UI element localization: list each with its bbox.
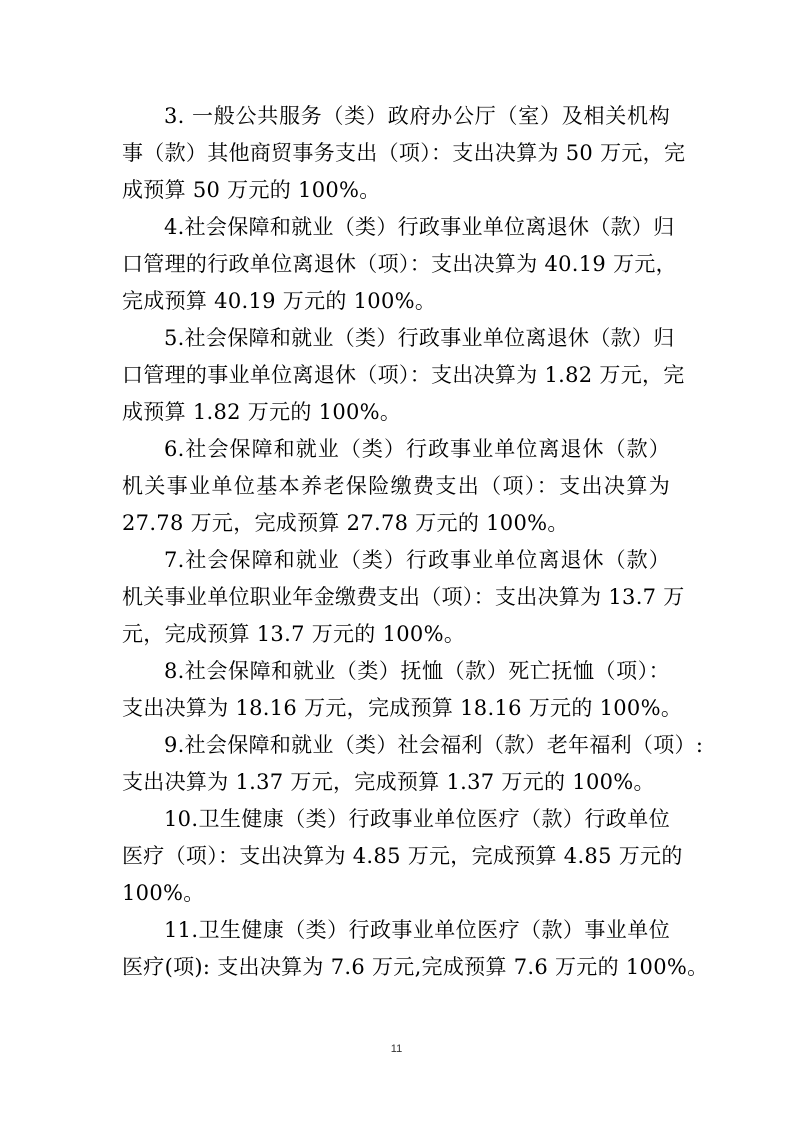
text-line: 5.社会保障和就业（类）行政事业单位离退休（款）归 bbox=[164, 326, 675, 350]
page-number: 11 bbox=[390, 1043, 403, 1055]
text-line: 4.社会保障和就业（类）行政事业单位离退休（款）归 bbox=[164, 215, 675, 239]
text-line: 口管理的事业单位离退休（项）：支出决算为 1.82 万元，完 bbox=[122, 363, 685, 387]
text-line: 100%。 bbox=[122, 881, 205, 905]
text-line: 10.卫生健康（类）行政事业单位医疗（款）行政单位 bbox=[164, 807, 670, 831]
paragraph-item-9 bbox=[122, 727, 704, 801]
text-line: 元，完成预算 13.7 万元的 100%。 bbox=[122, 622, 466, 646]
text-line: 成预算 50 万元的 100%。 bbox=[122, 178, 381, 202]
text-line: 3. 一般公共服务（类）政府办公厅（室）及相关机构 bbox=[164, 104, 670, 128]
text-line: 支出决算为 1.37 万元，完成预算 1.37 万元的 100%。 bbox=[122, 770, 655, 794]
text-line: 7.社会保障和就业（类）行政事业单位离退休（款） bbox=[164, 548, 670, 572]
text-line: 支出决算为 18.16 万元，完成预算 18.16 万元的 100%。 bbox=[122, 696, 683, 720]
text-line: 8.社会保障和就业（类）抚恤（款）死亡抚恤（项）： bbox=[164, 659, 670, 683]
text-line: 27.78 万元，完成预算 27.78 万元的 100%。 bbox=[122, 511, 569, 535]
text-line: 事（款）其他商贸事务支出（项）：支出决算为 50 万元，完 bbox=[122, 141, 686, 165]
text-line: 11.卫生健康（类）行政事业单位医疗（款）事业单位 bbox=[164, 918, 670, 942]
paragraph-item-10 bbox=[122, 801, 683, 912]
paragraph-item-5 bbox=[122, 320, 685, 431]
text-line: 机关事业单位基本养老保险缴费支出（项）：支出决算为 bbox=[122, 474, 670, 498]
text-line: 口管理的行政单位离退休（项）：支出决算为 40.19 万元， bbox=[122, 252, 677, 276]
paragraph-item-6 bbox=[122, 431, 670, 542]
text-line: 9.社会保障和就业（类）社会福利（款）老年福利（项）: bbox=[164, 733, 704, 757]
text-line: 医疗（项）：支出决算为 4.85 万元，完成预算 4.85 万元的 bbox=[122, 844, 683, 868]
text-line: 医疗(项): 支出决算为 7.6 万元,完成预算 7.6 万元的 100%。 bbox=[122, 955, 709, 979]
paragraph-item-7 bbox=[122, 542, 685, 653]
paragraph-item-4 bbox=[122, 209, 677, 320]
paragraph-item-8 bbox=[122, 653, 683, 727]
paragraph-item-3 bbox=[122, 98, 686, 209]
text-line: 机关事业单位职业年金缴费支出（项）：支出决算为 13.7 万 bbox=[122, 585, 685, 609]
text-line: 完成预算 40.19 万元的 100%。 bbox=[122, 289, 437, 313]
paragraph-item-11 bbox=[122, 912, 709, 986]
text-line: 6.社会保障和就业（类）行政事业单位离退休（款） bbox=[164, 437, 670, 461]
document-body bbox=[122, 98, 709, 986]
text-line: 成预算 1.82 万元的 100%。 bbox=[122, 400, 402, 424]
